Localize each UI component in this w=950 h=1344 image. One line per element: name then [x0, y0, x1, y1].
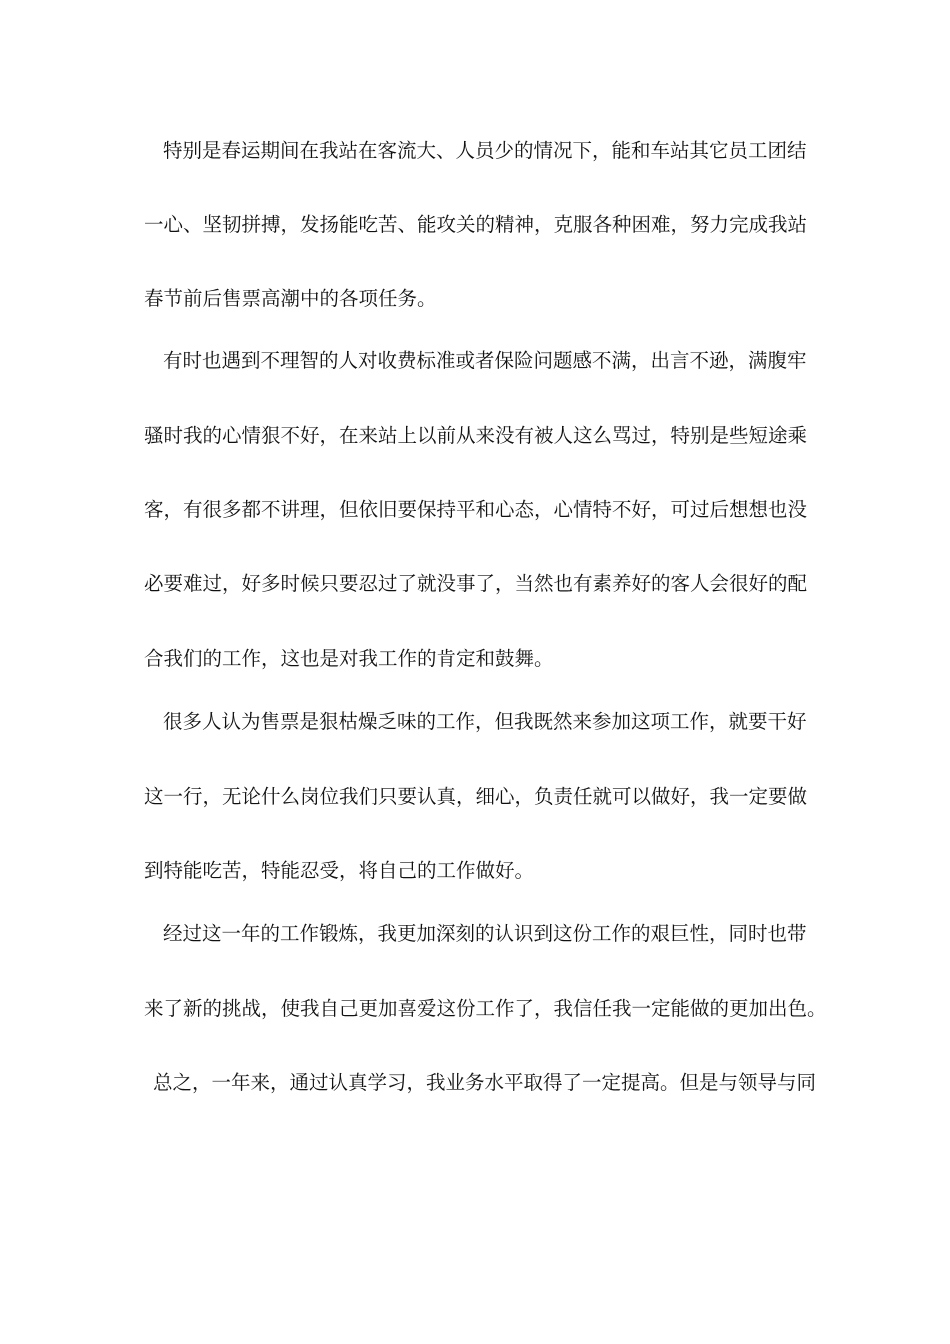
text-line-9: 很多人认为售票是狠枯燥乏味的工作，但我既然来参加这项工作，就要干好	[163, 710, 807, 733]
text-line-3: 春节前后售票高潮中的各项任务。	[144, 287, 437, 310]
text-line-7: 必要难过，好多时候只要忍过了就没事了，当然也有素养好的客人会很好的配	[144, 572, 808, 595]
text-line-13: 来了新的挑战，使我自己更加喜爱这份工作了，我信任我一定能做的更加出色。	[144, 997, 827, 1020]
text-line-6: 客，有很多都不讲理，但依旧要保持平和心态，心情特不好，可过后想想也没	[144, 498, 808, 521]
text-line-11: 到特能吃苦，特能忍受，将自己的工作做好。	[144, 859, 535, 882]
text-line-4: 有时也遇到不理智的人对收费标准或者保险问题感不满，出言不逊，满腹牢	[163, 349, 807, 372]
text-line-8: 合我们的工作，这也是对我工作的肯定和鼓舞。	[144, 647, 554, 670]
text-line-1: 特别是春运期间在我站在客流大、人员少的情况下，能和车站其它员工团结	[163, 139, 807, 162]
text-line-2: 一心、坚韧拼搏，发扬能吃苦、能攻关的精神，克服各种困难，努力完成我站	[144, 213, 808, 236]
text-line-10: 这一行，无论什么岗位我们只要认真，细心，负责任就可以做好，我一定要做	[144, 785, 808, 808]
text-line-14: 总之，一年来，通过认真学习，我业务水平取得了一定提高。但是与领导与同	[153, 1071, 817, 1094]
text-line-5: 骚时我的心情狠不好，在来站上以前从来没有被人这么骂过，特别是些短途乘	[144, 424, 808, 447]
text-line-12: 经过这一年的工作锻炼，我更加深刻的认识到这份工作的艰巨性，同时也带	[163, 922, 807, 945]
